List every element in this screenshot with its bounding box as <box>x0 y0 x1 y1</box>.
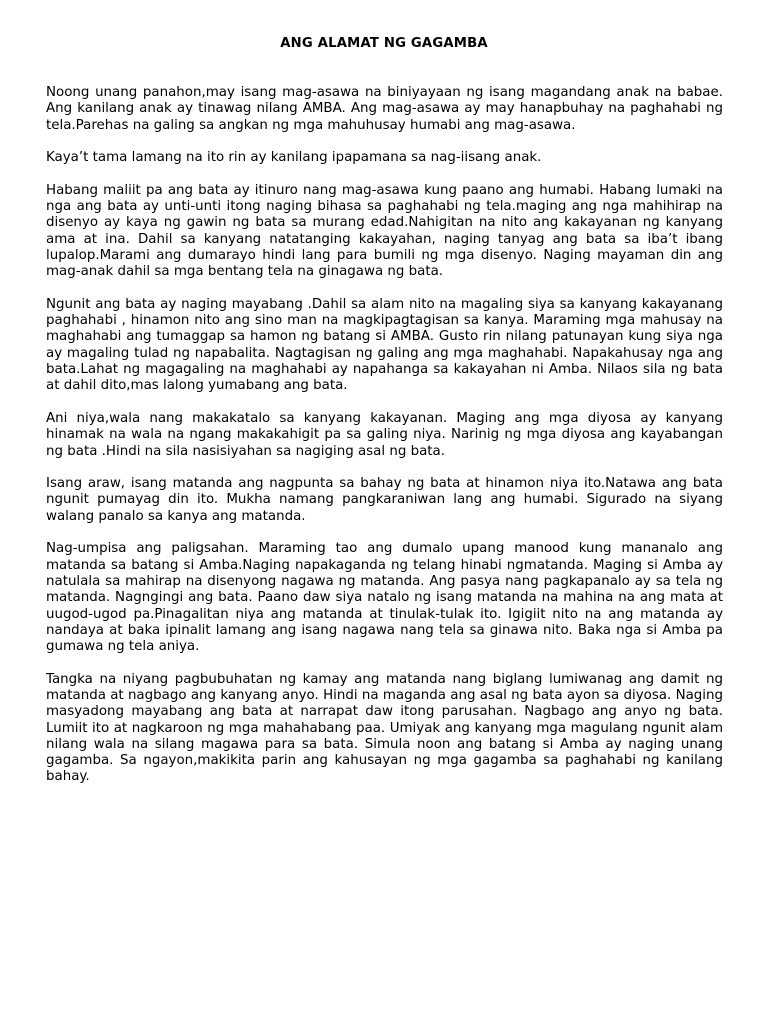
paragraph: Kaya’t tama lamang na ito rin ay kanilang ipapamana sa nag-iisang anak. <box>46 150 542 166</box>
paragraph: Habang maliit pa ang bata ay itinuro nang mag-asawa kung paano ang humabi. Habang lumaki na nga ang bata ay unti-unti itong naging bihasa sa paghahabi ng tela.maging ang nga mahihirap na disenyo ay kaya ng gawin ng bata sa murang edad.Nahigitan na nito ang kakayanan ng kanyang ama at ina. Dahil sa kanyang natatanging kakayahan, naging tanyag ang bata sa iba’t ibang lupalop.Marami ang dumarayo hindi lang para bumili ng mga disenyo. Naging mayaman din ang mag-anak dahil sa mga bentang tela na ginagawa ng bata. <box>46 182 723 280</box>
paragraph: Noong unang panahon,may isang mag-asawa na biniyayaan ng isang magandang anak na babae. Ang kanilang anak ay tinawag nilang AMBA. Ang mag-asawa ay may hanapbuhay na paghahabi ng tela.Parehas na galing sa angkan ng mga mahuhusay humabi ang mag-asawa. <box>46 85 723 133</box>
paragraph: Ani niya,wala nang makakatalo sa kanyang kakayanan. Maging ang mga diyosa ay kanyang hinamak na wala na ngang makakahigit pa sa galing niya. Narinig ng mga diyosa ang kayabangan ng bata .Hindi na sila nasisiyahan sa nagiging asal ng bata. <box>46 410 723 459</box>
document-body <box>46 85 723 802</box>
paragraph: Ngunit ang bata ay naging mayabang .Dahil sa alam nito na magaling siya sa kanyang kakayanang paghahabi , hinamon nito ang sino man na magkipagtagisan sa kanya. Maraming mga mahusay na maghahabi ang tumaggap sa hamon ng batang si AMBA. Gusto rin nilang patunayan kung siya nga ay magaling tulad ng napabalita. Nagtagisan ng galing ang mga maghahabi. Napakahusay nga ang bata.Lahat ng magagaling na maghahabi ay napahanga sa kakayahan ni Amba. Nilaos sila ng bata at dahil dito,mas lalong yumabang ang bata. <box>46 296 723 394</box>
paragraph: Isang araw, isang matanda ang nagpunta sa bahay ng bata at hinamon niya ito.Natawa ang bata ngunit pumayag din ito. Mukha namang pangkaraniwan lang ang humabi. Sigurado na siyang walang panalo sa kanya ang matanda. <box>46 476 723 524</box>
paragraph: Nag-umpisa ang paligsahan. Maraming tao ang dumalo upang manood kung mananalo ang matanda sa batang si Amba.Naging napakaganda ng telang hinabi ngmatanda. Maging si Amba ay natulala sa mahirap na disenyong nagawa ng matanda. Ang pasya nang pagkapanalo ay sa tela ng matanda. Nagngingi ang bata. Paano daw siya natalo ng isang matanda na mahina na ang mata at uugod-ugod pa.Pinagalitan niya ang matanda at tinulak-tulak ito. Igigiit nito na ang matanda ay nandaya at baka ipinalit lamang ang isang nagawa nang tela sa ginawa nito. Baka nga si Amba pa gumawa ng tela aniya. <box>46 541 723 655</box>
document-title: ANG ALAMAT NG GAGAMBA <box>280 36 488 51</box>
paragraph: Tangka na niyang pagbubuhatan ng kamay ang matanda nang biglang lumiwanag ang damit ng matanda at nagbago ang kanyang anyo. Hindi na maganda ang asal ng bata ayon sa diyosa. Naging masyadong mayabang ang bata at narrapat daw itong parusahan. Nagbago ang anyo ng bata. Lumiit ito at nagkaroon ng mga mahahabang paa. Umiyak ang kanyang mga magulang ngunit alam nilang wala na silang magawa para sa bata. Simula noon ang batang si Amba ay naging unang gagamba. Sa ngayon,makikita parin ang kahusayan ng mga gagamba sa paghahabi ng kanilang bahay. <box>46 671 723 785</box>
